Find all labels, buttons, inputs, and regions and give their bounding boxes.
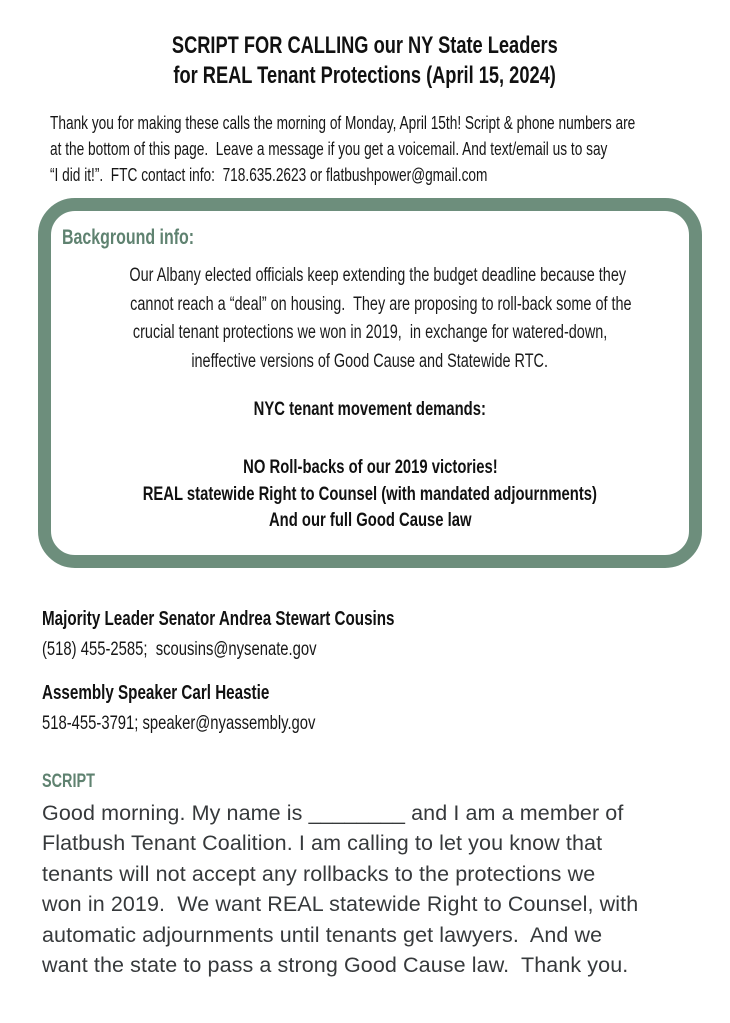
- script-line: Flatbush Tenant Coalition. I am calling to let you know that: [42, 831, 603, 856]
- intro-paragraph: [50, 110, 730, 188]
- demand-line: NO Roll-backs of our 2019 victories!: [242, 456, 498, 478]
- intro-line: “I did it!”. FTC contact info: 718.635.2623 or flatbushpower@gmail.com: [50, 165, 488, 185]
- demands-heading: NYC tenant movement demands:: [253, 398, 487, 420]
- page-title: [0, 31, 730, 91]
- script-line: want the state to pass a strong Good Cause law. Thank you.: [42, 952, 629, 977]
- contact-senate-majority-leader: [42, 607, 506, 661]
- background-info-box: [38, 198, 702, 568]
- demand-line: REAL statewide Right to Counsel (with mandated adjournments): [142, 482, 598, 505]
- background-paragraph-line: cannot reach a “deal” on housing. They are proposing to roll-back some of the: [130, 293, 632, 315]
- background-paragraph-line: crucial tenant protections we won in 2019, in exchange for watered-down,: [132, 322, 608, 343]
- script-line: automatic adjournments until tenants get lawyers. And we: [42, 922, 603, 947]
- script-line: tenants will not accept any rollbacks to the protections we: [42, 861, 596, 886]
- contact-phone-email: 518-455-3791; speaker@nyassembly.gov: [42, 712, 316, 734]
- title-line-1: SCRIPT FOR CALLING our NY State Leaders: [172, 32, 558, 59]
- title-line-2: for REAL Tenant Protections (April 15, 2024): [173, 62, 557, 89]
- demand-line: And our full Good Cause law: [268, 509, 472, 531]
- script-paragraph: [42, 798, 638, 980]
- contact-phone-email: (518) 455-2585; scousins@nysenate.gov: [42, 638, 317, 660]
- background-paragraph-line: ineffective versions of Good Cause and Statewide RTC.: [191, 350, 549, 372]
- intro-line: Thank you for making these calls the morning of Monday, April 15th! Script & phone numbers are: [50, 113, 636, 133]
- script-line: Good morning. My name is ________ and I am a member of: [42, 801, 624, 825]
- background-paragraph-line: Our Albany elected officials keep extending the budget deadline because they: [129, 265, 627, 286]
- script-line: won in 2019. We want REAL statewide Right to Counsel, with: [42, 892, 639, 917]
- script-heading: SCRIPT: [42, 771, 95, 792]
- demands-list: [51, 454, 689, 534]
- contact-name: Assembly Speaker Carl Heastie: [42, 682, 270, 704]
- background-paragraph: [51, 262, 689, 376]
- contact-name: Majority Leader Senator Andrea Stewart Cousins: [42, 608, 395, 630]
- background-info-heading: Background info:: [62, 226, 195, 249]
- contact-assembly-speaker: [42, 681, 402, 735]
- intro-line: at the bottom of this page. Leave a message if you get a voicemail. And text/email us to say: [50, 139, 608, 159]
